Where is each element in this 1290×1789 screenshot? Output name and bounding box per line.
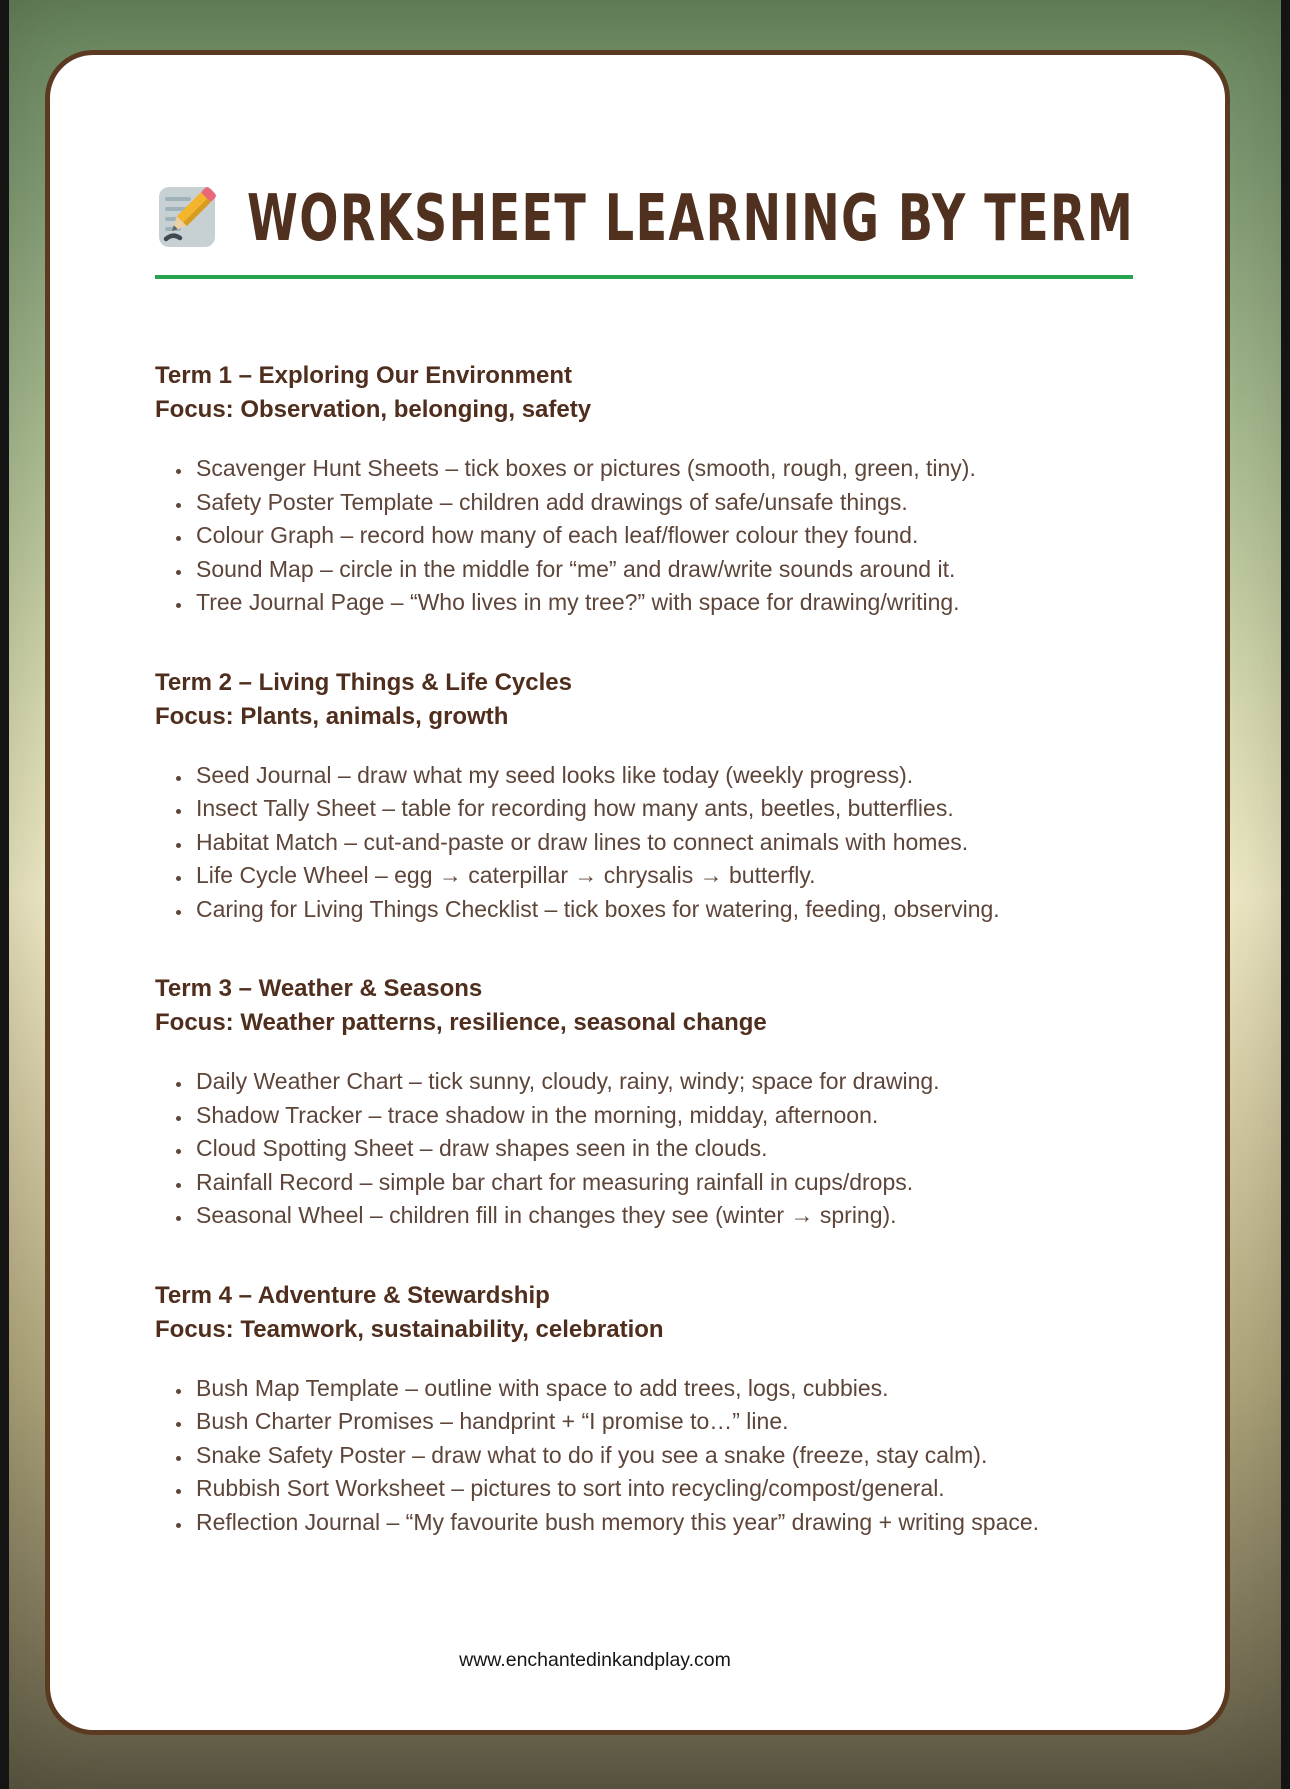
- worksheet-card: [45, 50, 1230, 1735]
- term-3-heading: Term 3 – Weather & Seasons: [155, 975, 483, 1002]
- footer-url: www.enchantedinkandplay.com: [459, 1649, 731, 1671]
- title-underline: [155, 275, 1133, 279]
- term-3-list: [155, 1065, 1145, 1233]
- term-1-heading: Term 1 – Exploring Our Environment: [155, 362, 572, 389]
- term-2-section: [155, 666, 1145, 927]
- card-content: [155, 55, 1145, 1730]
- term-1-section: [155, 359, 1145, 620]
- term-4-section: [155, 1279, 1145, 1540]
- term-2-heading: Term 2 – Living Things & Life Cycles: [155, 668, 572, 696]
- list-item: • Life Cycle Wheel – egg → caterpillar → chrysalis → butterfly.: [193, 859, 1145, 893]
- list-item: • Tree Journal Page – “Who lives in my tree?” with space for drawing/writing.: [193, 586, 1145, 620]
- term-1-focus: Focus: Observation, belonging, safety: [155, 396, 592, 423]
- list-item: • Shadow Tracker – trace shadow in the morning, midday, afternoon.: [193, 1099, 1145, 1133]
- list-item: • Sound Map – circle in the middle for “me” and draw/write sounds around it.: [193, 553, 1145, 587]
- term-4-list: [155, 1372, 1145, 1540]
- term-1-list: [155, 452, 1145, 620]
- list-item: • Rubbish Sort Worksheet – pictures to sort into recycling/compost/general.: [193, 1472, 1145, 1506]
- term-2-list: [155, 759, 1145, 927]
- list-item: • Insect Tally Sheet – table for recording how many ants, beetles, butterflies.: [193, 792, 1145, 826]
- list-item: • Seasonal Wheel – children fill in changes they see (winter → spring).: [193, 1199, 1145, 1233]
- list-item: • Reflection Journal – “My favourite bush memory this year” drawing + writing space.: [193, 1506, 1145, 1540]
- list-item: • Safety Poster Template – children add drawings of safe/unsafe things.: [193, 486, 1145, 520]
- term-3-section: [155, 972, 1145, 1233]
- header: [155, 183, 1145, 255]
- list-item: • Habitat Match – cut-and-paste or draw lines to connect animals with homes.: [193, 826, 1145, 860]
- list-item: • Daily Weather Chart – tick sunny, cloudy, rainy, windy; space for drawing.: [193, 1065, 1145, 1099]
- term-4-focus: Focus: Teamwork, sustainability, celebration: [155, 1315, 664, 1343]
- term-2-focus: Focus: Plants, animals, growth: [155, 702, 509, 730]
- list-item: • Snake Safety Poster – draw what to do if you see a snake (freeze, stay calm).: [193, 1439, 1145, 1473]
- list-item: • Rainfall Record – simple bar chart for measuring rainfall in cups/drops.: [193, 1166, 1145, 1200]
- list-item: • Seed Journal – draw what my seed looks like today (weekly progress).: [193, 759, 1145, 793]
- term-4-heading: Term 4 – Adventure & Stewardship: [155, 1281, 550, 1309]
- list-item: • Bush Charter Promises – handprint + “I promise to…” line.: [193, 1405, 1145, 1439]
- list-item: • Bush Map Template – outline with space to add trees, logs, cubbies.: [193, 1372, 1145, 1406]
- list-item: • Caring for Living Things Checklist – tick boxes for watering, feeding, observing.: [193, 893, 1145, 927]
- list-item: • Scavenger Hunt Sheets – tick boxes or pictures (smooth, rough, green, tiny).: [193, 452, 1145, 486]
- memo-pencil-icon: [155, 184, 221, 255]
- list-item: • Colour Graph – record how many of each leaf/flower colour they found.: [193, 519, 1145, 553]
- page-title: WORKSHEET LEARNING BY TERM: [247, 182, 1135, 256]
- term-3-focus: Focus: Weather patterns, resilience, seasonal change: [155, 1009, 767, 1036]
- list-item: • Cloud Spotting Sheet – draw shapes seen in the clouds.: [193, 1132, 1145, 1166]
